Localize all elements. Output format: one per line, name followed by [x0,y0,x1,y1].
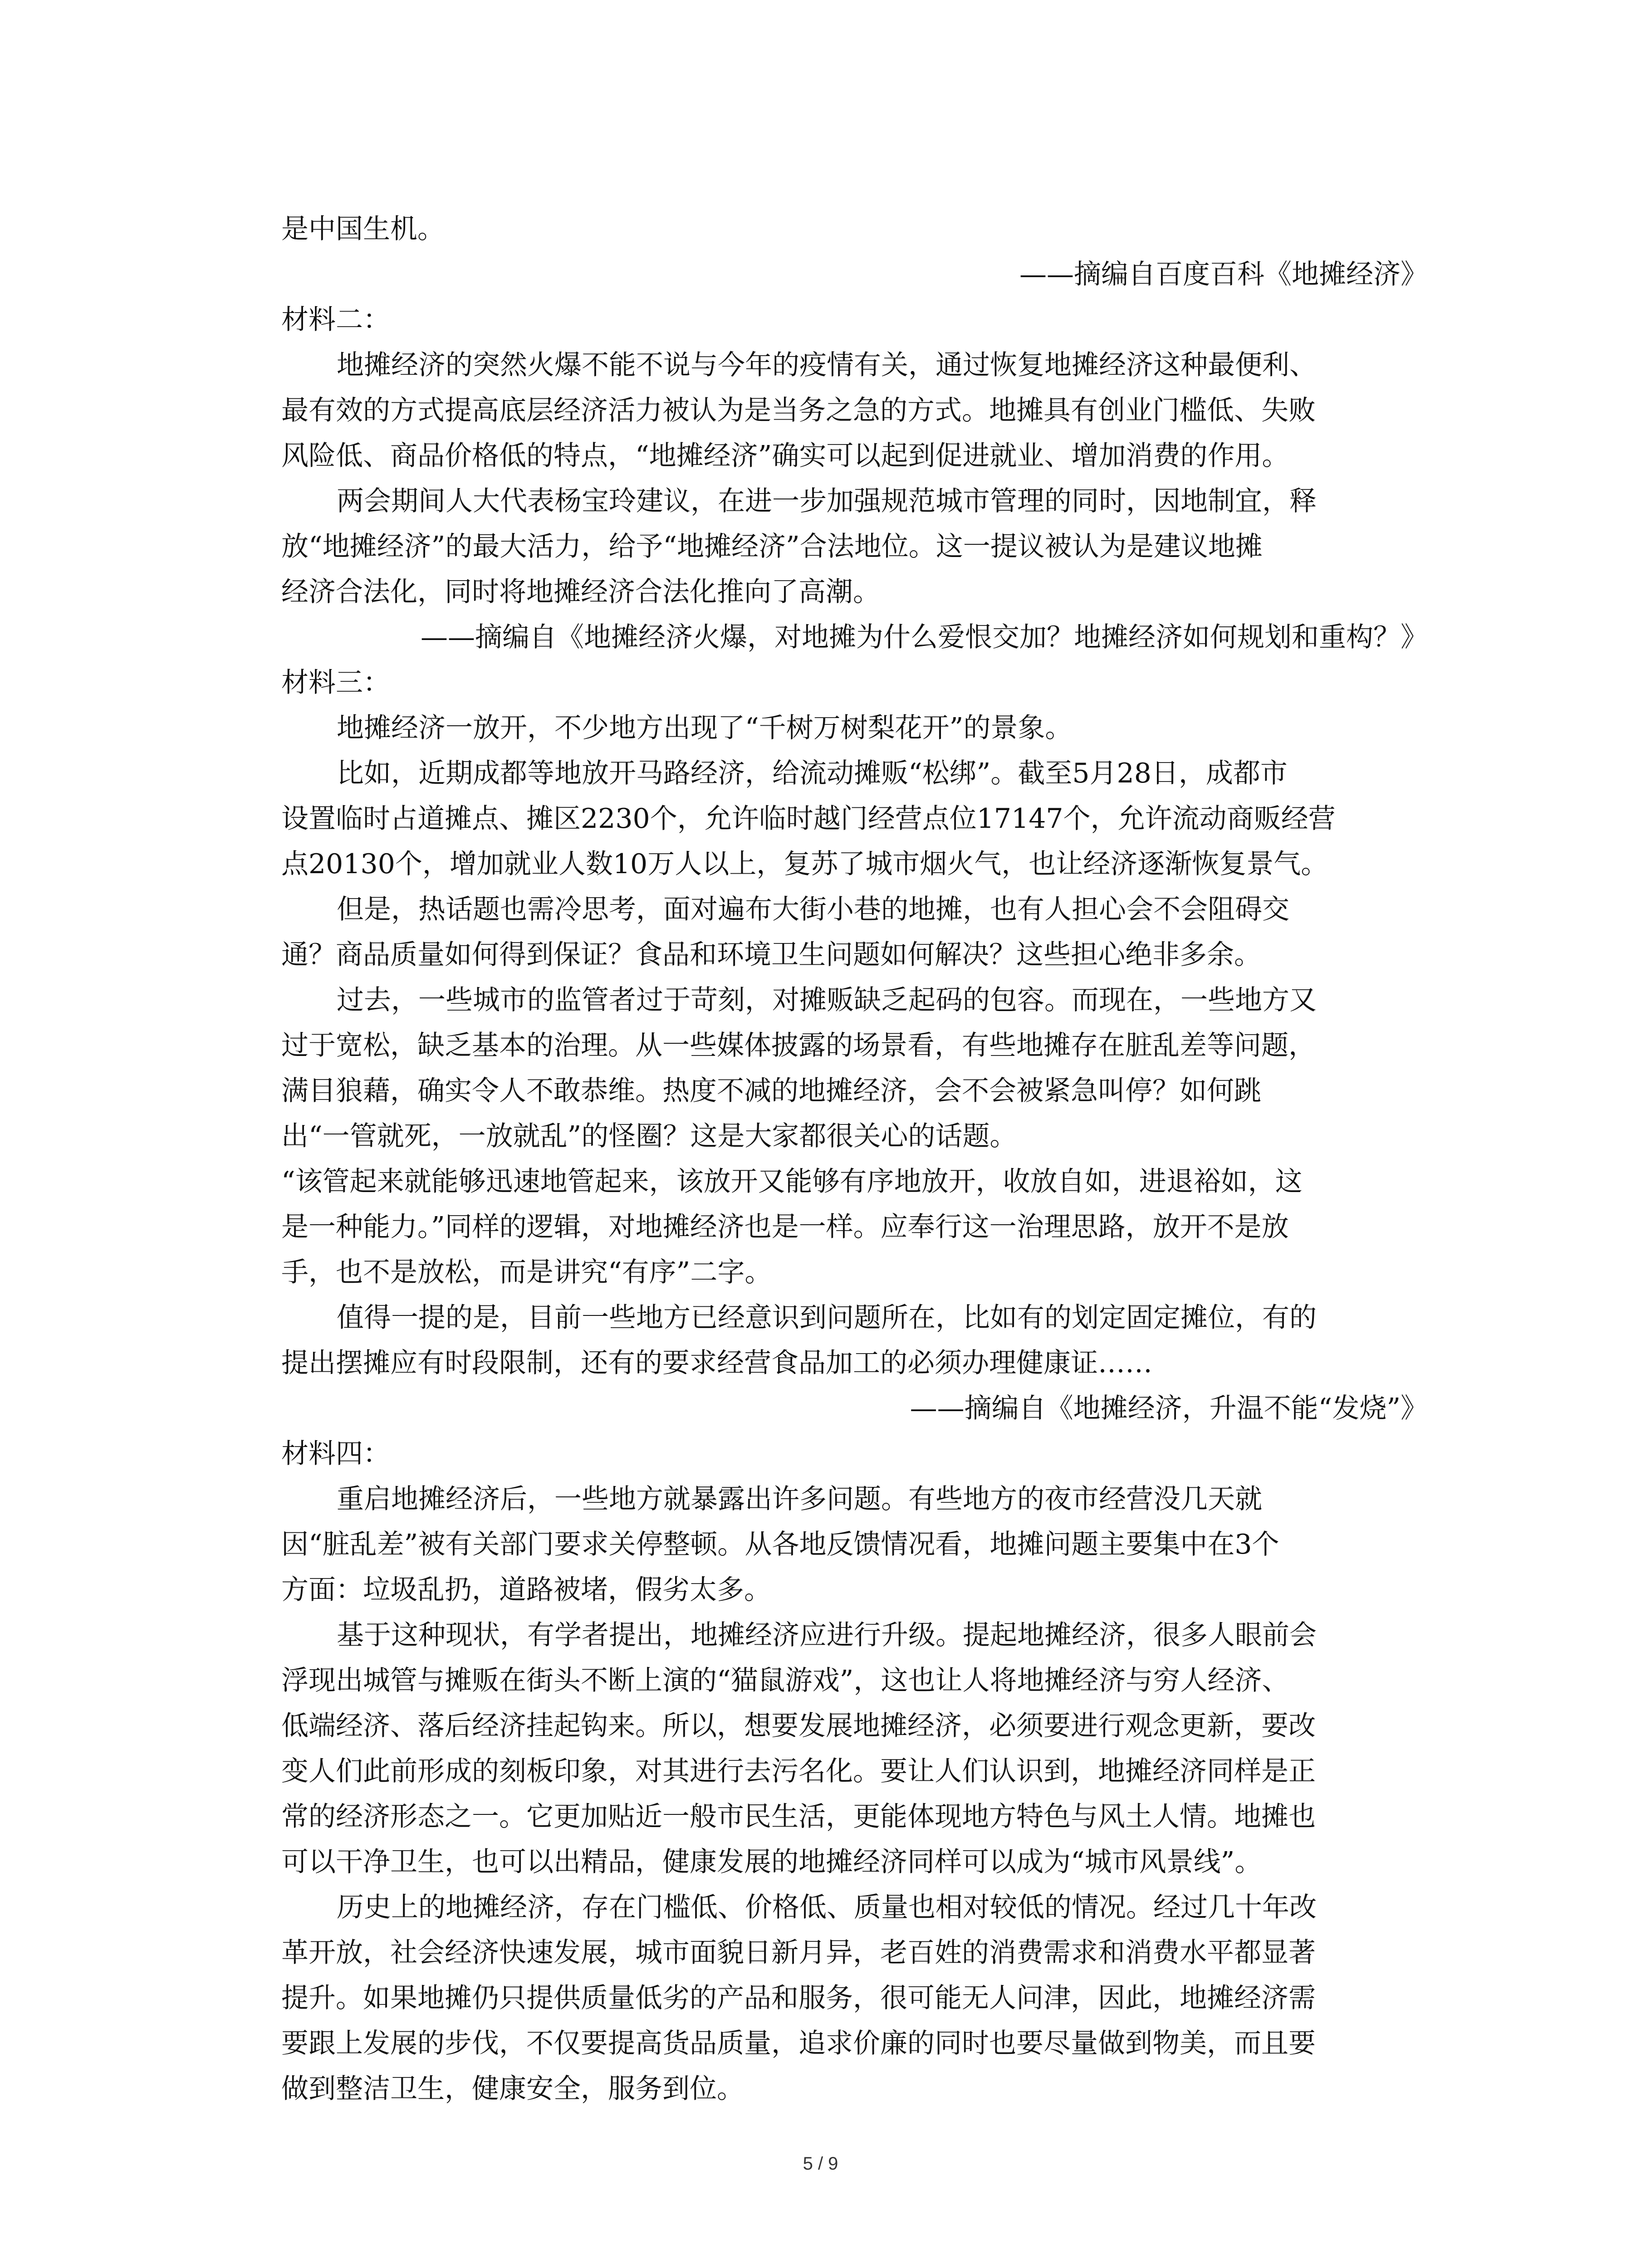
paragraph-line: 常的经济形态之一。它更加贴近一般市民生活，更能体现地方特色与风土人情。地摊也 [281,1801,1316,1833]
paragraph-line: 浮现出城管与摊贩在街头不断上演的“猫鼠游戏”，这也让人将地摊经济与穷人经济、 [281,1665,1289,1696]
paragraph-line: 是一种能力。”同样的逻辑，对地摊经济也是一样。应奉行这一治理思路，放开不是放 [281,1211,1289,1243]
source-citation: ——摘编自百度百科《地摊经济》 [1019,259,1428,290]
paragraph-line: 出“一管就死，一放就乱”的怪圈？这是大家都很关心的话题。 [281,1120,1017,1152]
paragraph-line: 满目狼藉，确实令人不敢恭维。热度不减的地摊经济，会不会被紧急叫停？如何跳 [281,1075,1261,1107]
paragraph-line: 基于这种现状，有学者提出，地摊经济应进行升级。提起地摊经济，很多人眼前会 [337,1619,1317,1651]
paragraph-line: 风险低、商品价格低的特点，“地摊经济”确实可以起到促进就业、增加消费的作用。 [281,440,1289,472]
paragraph-line: 最有效的方式提高底层经济活力被认为是当务之急的方式。地摊具有创业门槛低、失败 [281,395,1316,426]
paragraph-line: 革开放，社会经济快速发展，城市面貌日新月异，老百姓的消费需求和消费水平都显著 [281,1937,1316,1969]
paragraph-line: 过于宽松，缺乏基本的治理。从一些媒体披露的场景看，有些地摊存在脏乱差等问题， [281,1030,1316,1061]
paragraph-line: 变人们此前形成的刻板印象，对其进行去污名化。要让人们认识到，地摊经济同样是正 [281,1755,1316,1787]
paragraph-line: 过去，一些城市的监管者过于苛刻，对摊贩缺乏起码的包容。而现在，一些地方又 [337,984,1317,1016]
paragraph-line: 比如，近期成都等地放开马路经济，给流动摊贩“松绑”。截至5月28日，成都市 [337,758,1288,789]
paragraph-line: 可以干净卫生，也可以出精品，健康发展的地摊经济同样可以成为“城市风景线”。 [281,1846,1262,1878]
paragraph-line: 设置临时占道摊点、摊区2230个，允许临时越门经营点位17147个，允许流动商贩经营 [281,803,1336,835]
paragraph-line: 提升。如果地摊仍只提供质量低劣的产品和服务，很可能无人问津，因此，地摊经济需 [281,1982,1316,2014]
paragraph-line: 因“脏乱差”被有关部门要求关停整顿。从各地反馈情况看，地摊问题主要集中在3个 [281,1529,1279,1560]
paragraph-line: 两会期间人大代表杨宝玲建议，在进一步加强规范城市管理的同时，因地制宜，释 [337,485,1317,517]
source-citation: ——摘编自《地摊经济火爆，对地摊为什么爱恨交加？地摊经济如何规划和重构？》 [421,621,1428,653]
page-number: 5 / 9 [803,2154,838,2174]
paragraph-line: 历史上的地摊经济，存在门槛低、价格低、质量也相对较低的情况。经过几十年改 [337,1892,1317,1923]
paragraph-line: 方面：垃圾乱扔，道路被堵，假劣太多。 [281,1574,771,1606]
paragraph-line: 通？商品质量如何得到保证？食品和环境卫生问题如何解决？这些担心绝非多余。 [281,939,1261,971]
source-citation: ——摘编自《地摊经济，升温不能“发烧”》 [910,1393,1428,1424]
paragraph-line: 经济合法化，同时将地摊经济合法化推向了高潮。 [281,576,880,608]
section-heading: 材料二： [281,304,390,336]
section-heading: 材料四： [281,1438,390,1470]
text-line: 是中国生机。 [281,213,445,245]
paragraph-line: 值得一提的是，目前一些地方已经意识到问题所在，比如有的划定固定摊位，有的 [337,1302,1317,1334]
paragraph-line: 手，也不是放松，而是讲究“有序”二字。 [281,1256,772,1288]
paragraph-line: 低端经济、落后经济挂起钩来。所以，想要发展地摊经济，必须要进行观念更新，要改 [281,1710,1316,1742]
paragraph-line: 放“地摊经济”的最大活力，给予“地摊经济”合法地位。这一提议被认为是建议地摊 [281,531,1263,562]
paragraph-line: 做到整洁卫生，健康安全，服务到位。 [281,2073,744,2105]
paragraph-line: 要跟上发展的步伐，不仅要提高货品质量，追求价廉的同时也要尽量做到物美，而且要 [281,2028,1316,2059]
paragraph-line: 重启地摊经济后，一些地方就暴露出许多问题。有些地方的夜市经营没几天就 [337,1483,1262,1515]
paragraph-line: “该管起来就能够迅速地管起来，该放开又能够有序地放开，收放自如，进退裕如，这 [281,1166,1303,1198]
paragraph-line: 地摊经济一放开，不少地方出现了“千树万树梨花开”的景象。 [337,712,1073,744]
paragraph-line: 提出摆摊应有时段限制，还有的要求经营食品加工的必须办理健康证…… [281,1347,1152,1379]
paragraph-line: 但是，热话题也需冷思考，面对遍布大街小巷的地摊，也有人担心会不会阻碍交 [337,894,1289,925]
paragraph-line: 点20130个，增加就业人数10万人以上，复苏了城市烟火气，也让经济逐渐恢复景气。 [281,848,1328,880]
paragraph-line: 地摊经济的突然火爆不能不说与今年的疫情有关，通过恢复地摊经济这种最便利、 [337,349,1317,381]
section-heading: 材料三： [281,667,390,699]
